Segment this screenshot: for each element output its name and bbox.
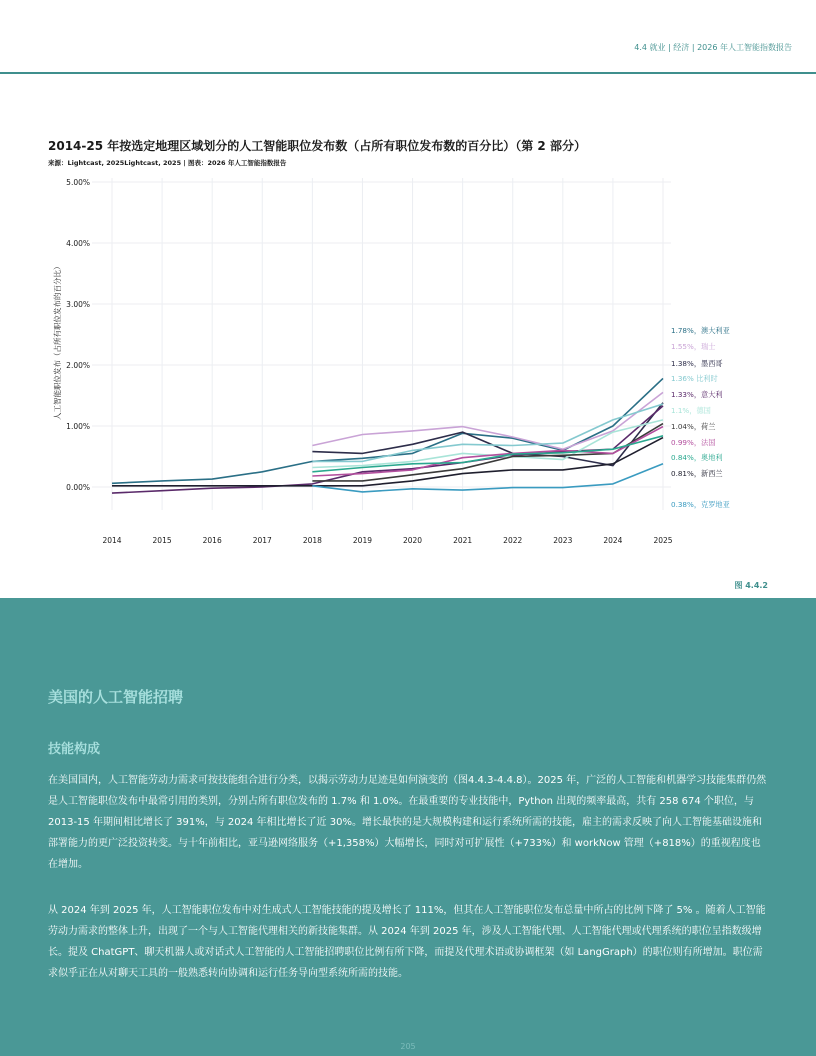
x-tick-label: 2017 [252, 536, 272, 545]
series-end-label: 1.78%，澳大利亚 [671, 326, 730, 335]
series-end-label: 1.36% 比利时 [671, 374, 718, 383]
x-tick-label: 2016 [202, 536, 222, 545]
x-tick-label: 2018 [302, 536, 322, 545]
y-tick-label: 2.00% [66, 361, 90, 370]
figure-number: 图 4.4.2 [734, 581, 768, 590]
y-tick-label: 1.00% [66, 422, 90, 431]
x-tick-label: 2025 [653, 536, 673, 545]
article-section [0, 598, 816, 1056]
series-end-label: 1.55%，瑞士 [671, 342, 716, 351]
y-axis-label: 人工智能职位发布（占所有职位发布的百分比） [53, 262, 62, 420]
x-tick-label: 2024 [603, 536, 623, 545]
series-end-label: 0.81%，新西兰 [671, 469, 723, 478]
y-tick-label: 0.00% [66, 483, 90, 492]
y-tick-label: 5.00% [66, 178, 90, 187]
series-end-label: 0.99%，法国 [671, 438, 716, 447]
paragraph: 在美国国内，人工智能劳动力需求可按技能组合进行分类，以揭示劳动力足迹是如何演变的（图4.4.3-4.4.8）。2025 年，广泛的人工智能和机器学习技能集群仍然是人工智能职位发布中最常引用的类别，分别占所有职位发布的 1.7% 和 1.0%。在最重要的专业技能中，Python 出现的频率最高，共有 258 674 个职位，与 2013-15 年期间相比增长了 391%，与 2024 年相比增长了近 30%。增长最快的是大规模构建和运行系统所需的技能，雇主的需求反映了向人工智能基础设施和部署能力的更广泛投资转变。与十年前相比，亚马逊网络服务（+1,358%）大幅增长，同时对可扩展性（+733%）和 workNow 管理（+818%）的重视程度也在增加。 [48, 775, 767, 870]
series-end-label: 1.38%，墨西哥 [671, 359, 723, 368]
series-end-label: 1.04%，荷兰 [671, 422, 716, 431]
y-tick-label: 3.00% [66, 300, 90, 309]
series-end-label: 1.1%，德国 [671, 406, 711, 415]
x-tick-label: 2023 [553, 536, 573, 545]
section-title: 美国的人工智能招聘 [48, 688, 184, 706]
x-tick-label: 2014 [102, 536, 122, 545]
y-tick-label: 4.00% [66, 239, 90, 248]
x-tick-label: 2021 [453, 536, 473, 545]
series-end-label: 0.84%，奥地利 [671, 453, 723, 462]
paragraph: 从 2024 年到 2025 年，人工智能职位发布中对生成式人工智能技能的提及增长了 111%，但其在人工智能职位发布总量中所占的比例下降了 5% 。随着人工智能劳动力需求的整体上升，出现了一个与人工智能代理相关的新技能集群。从 2024 年到 2025 年，涉及人工智能代理、人工智能代理或代理系统的职位呈指数级增长。提及 ChatGPT、聊天机器人或对话式人工智能的人工智能招聘职位比例有所下降，而提及代理术语或协调框架（如 LangGraph）的职位则有所增加。职位需求似乎正在从对聊天工具的一般熟悉转向协调和运行任务导向型系统所需的技能。 [48, 905, 766, 979]
chart-title: 2014-25 年按选定地理区域划分的人工智能职位发布数（占所有职位发布数的百分比）（第 2 部分） [48, 139, 586, 153]
x-tick-label: 2015 [152, 536, 172, 545]
breadcrumb: 4.4 就业 | 经济 | 2026 年人工智能指数报告 [634, 43, 792, 52]
chart-source: 来源：Lightcast, 2025Lightcast, 2025 | 图表：2026 年人工智能指数报告 [48, 159, 287, 167]
series-end-label: 1.33%，意大利 [671, 390, 723, 399]
x-tick-label: 2022 [503, 536, 523, 545]
x-tick-label: 2020 [402, 536, 423, 545]
page-number: 205 [400, 1042, 416, 1051]
series-end-label: 0.38%，克罗地亚 [671, 500, 730, 509]
x-tick-label: 2019 [352, 536, 373, 545]
section-subtitle: 技能构成 [48, 742, 101, 757]
